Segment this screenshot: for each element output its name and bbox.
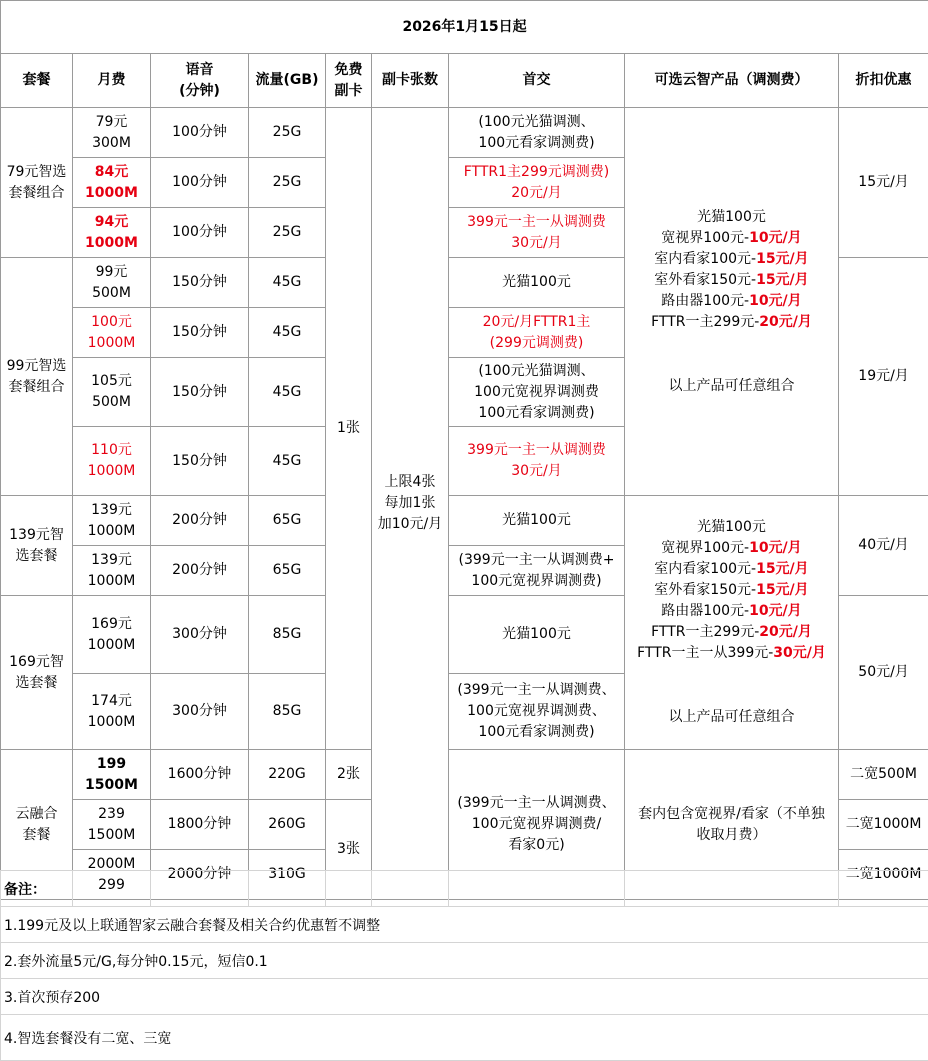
product-name: 宽视界100元- xyxy=(661,540,749,556)
discount-79: 15元/月 xyxy=(839,108,928,258)
row-data: 45G xyxy=(249,308,326,358)
products-list-b-lines xyxy=(627,517,836,664)
row-voice: 300分钟 xyxy=(151,674,249,750)
first-payment-cloud: (399元一主一从调测费、 100元宽视界调测费/ 看家0元) xyxy=(449,750,625,900)
product-name: 路由器100元- xyxy=(661,293,749,309)
product-name: FTTR一主299元- xyxy=(651,314,759,330)
row-voice: 300分钟 xyxy=(151,596,249,674)
header-first-payment: 首交 xyxy=(449,54,625,108)
row-first-payment: (399元一主一从调测费、 100元宽视界调测费、 100元看家调测费) xyxy=(449,674,625,750)
group-cloud-label: 云融合 套餐 xyxy=(1,750,73,900)
discount-cloud-2: 二宽1000M xyxy=(839,800,928,850)
row-voice: 100分钟 xyxy=(151,158,249,208)
header-voice: 语音 (分钟) xyxy=(151,54,249,108)
header-free-card: 免费 副卡 xyxy=(326,54,372,108)
note-item: 4.智选套餐没有二宽、三宽 xyxy=(1,1015,928,1061)
row-fee: 139元 1000M xyxy=(73,546,151,596)
products-list-a-lines xyxy=(627,207,836,333)
product-line xyxy=(627,291,836,312)
row-first-payment: 20元/月FTTR1主 (299元调测费) xyxy=(449,308,625,358)
row-data: 45G xyxy=(249,358,326,427)
header-products: 可选云智产品（调测费） xyxy=(625,54,839,108)
header-package: 套餐 xyxy=(1,54,73,108)
row-data: 220G xyxy=(249,750,326,800)
product-line xyxy=(627,643,836,664)
free-card-3: 3张 xyxy=(326,800,372,900)
product-line xyxy=(627,580,836,601)
header-card-count: 副卡张数 xyxy=(372,54,449,108)
products-b-note: 以上产品可任意组合 xyxy=(627,707,836,728)
product-line xyxy=(627,559,836,580)
row-fee: 84元 1000M xyxy=(73,158,151,208)
discount-169: 50元/月 xyxy=(839,596,928,750)
row-first-payment: 399元一主一从调测费 30元/月 xyxy=(449,427,625,496)
discount-139: 40元/月 xyxy=(839,496,928,596)
row-fee: 169元 1000M xyxy=(73,596,151,674)
group-139-label: 139元智 选套餐 xyxy=(1,496,73,596)
row-voice: 1600分钟 xyxy=(151,750,249,800)
row-data: 65G xyxy=(249,496,326,546)
row-fee: 79元 300M xyxy=(73,108,151,158)
row-fee: 99元 500M xyxy=(73,258,151,308)
row-voice: 100分钟 xyxy=(151,208,249,258)
notes-table xyxy=(0,870,928,1061)
row-voice: 100分钟 xyxy=(151,108,249,158)
row-first-payment: (399元一主一从调测费+ 100元宽视界调测费) xyxy=(449,546,625,596)
row-data: 25G xyxy=(249,108,326,158)
product-price: 20元/月 xyxy=(759,314,812,330)
product-name: 光猫100元 xyxy=(697,209,766,225)
row-data: 25G xyxy=(249,208,326,258)
row-first-payment: 光猫100元 xyxy=(449,596,625,674)
header-monthly-fee: 月费 xyxy=(73,54,151,108)
product-name: FTTR一主一从399元- xyxy=(637,645,773,661)
row-fee: 100元 1000M xyxy=(73,308,151,358)
row-first-payment: 光猫100元 xyxy=(449,258,625,308)
product-price: 10元/月 xyxy=(749,230,802,246)
product-price: 15元/月 xyxy=(756,561,809,577)
header-discount: 折扣优惠 xyxy=(839,54,928,108)
product-name: 室外看家150元- xyxy=(654,582,756,598)
card-count: 上限4张 每加1张 加10元/月 xyxy=(372,108,449,900)
notes-label: 备注： xyxy=(1,871,73,907)
product-name: 光猫100元 xyxy=(697,519,766,535)
product-name: 室内看家100元- xyxy=(654,251,756,267)
discount-99: 19元/月 xyxy=(839,258,928,496)
product-line xyxy=(627,270,836,291)
row-fee: 2000M 299 xyxy=(73,850,151,900)
row-data: 45G xyxy=(249,427,326,496)
products-cloud: 套内包含宽视界/看家（不单独 收取月费） xyxy=(625,750,839,900)
row-voice: 200分钟 xyxy=(151,496,249,546)
row-first-payment: 光猫100元 xyxy=(449,496,625,546)
product-price: 20元/月 xyxy=(759,624,812,640)
product-line xyxy=(627,622,836,643)
product-name: FTTR一主299元- xyxy=(651,624,759,640)
row-first-payment: (100元光猫调测、 100元宽视界调测费 100元看家调测费) xyxy=(449,358,625,427)
product-price: 15元/月 xyxy=(756,272,809,288)
row-fee: 239 1500M xyxy=(73,800,151,850)
row-voice: 200分钟 xyxy=(151,546,249,596)
group-169-label: 169元智 选套餐 xyxy=(1,596,73,750)
row-fee: 94元 1000M xyxy=(73,208,151,258)
row-fee: 174元 1000M xyxy=(73,674,151,750)
product-line xyxy=(627,207,836,228)
row-voice: 2000分钟 xyxy=(151,850,249,900)
products-a-note: 以上产品可任意组合 xyxy=(627,376,836,397)
row-data: 25G xyxy=(249,158,326,208)
discount-cloud-3: 二宽1000M xyxy=(839,850,928,900)
product-name: 路由器100元- xyxy=(661,603,749,619)
row-data: 260G xyxy=(249,800,326,850)
product-line xyxy=(627,228,836,249)
product-line xyxy=(627,538,836,559)
product-price: 10元/月 xyxy=(749,540,802,556)
product-line xyxy=(627,517,836,538)
row-fee: 110元 1000M xyxy=(73,427,151,496)
product-price: 15元/月 xyxy=(756,582,809,598)
header-data: 流量(GB) xyxy=(249,54,326,108)
products-list-a xyxy=(625,108,839,496)
product-name: 室内看家100元- xyxy=(654,561,756,577)
row-voice: 1800分钟 xyxy=(151,800,249,850)
product-price: 10元/月 xyxy=(749,293,802,309)
free-card-1: 1张 xyxy=(326,108,372,750)
row-data: 65G xyxy=(249,546,326,596)
products-list-b xyxy=(625,496,839,750)
group-99-label: 99元智选 套餐组合 xyxy=(1,258,73,496)
group-79-label: 79元智选 套餐组合 xyxy=(1,108,73,258)
row-voice: 150分钟 xyxy=(151,358,249,427)
row-fee: 105元 500M xyxy=(73,358,151,427)
discount-cloud-1: 二宽500M xyxy=(839,750,928,800)
row-data: 45G xyxy=(249,258,326,308)
note-item: 3.首次预存200 xyxy=(1,979,928,1015)
row-first-payment: 399元一主一从调测费 30元/月 xyxy=(449,208,625,258)
row-first-payment: FTTR1主299元调测费) 20元/月 xyxy=(449,158,625,208)
product-name: 宽视界100元- xyxy=(661,230,749,246)
product-price: 30元/月 xyxy=(773,645,826,661)
product-price: 10元/月 xyxy=(749,603,802,619)
row-voice: 150分钟 xyxy=(151,308,249,358)
row-voice: 150分钟 xyxy=(151,258,249,308)
product-line xyxy=(627,312,836,333)
note-item: 2.套外流量5元/G,每分钟0.15元，短信0.1 xyxy=(1,943,928,979)
row-data: 85G xyxy=(249,596,326,674)
row-data: 85G xyxy=(249,674,326,750)
row-fee: 199 1500M xyxy=(73,750,151,800)
product-line xyxy=(627,249,836,270)
product-name: 室外看家150元- xyxy=(654,272,756,288)
note-item: 1.199元及以上联通智家云融合套餐及相关合约优惠暂不调整 xyxy=(1,907,928,943)
row-fee: 139元 1000M xyxy=(73,496,151,546)
row-voice: 150分钟 xyxy=(151,427,249,496)
page-title: 2026年1月15日起 xyxy=(1,1,928,54)
row-data: 310G xyxy=(249,850,326,900)
product-price: 15元/月 xyxy=(756,251,809,267)
product-line xyxy=(627,601,836,622)
free-card-2: 2张 xyxy=(326,750,372,800)
row-first-payment: (100元光猫调测、 100元看家调测费) xyxy=(449,108,625,158)
